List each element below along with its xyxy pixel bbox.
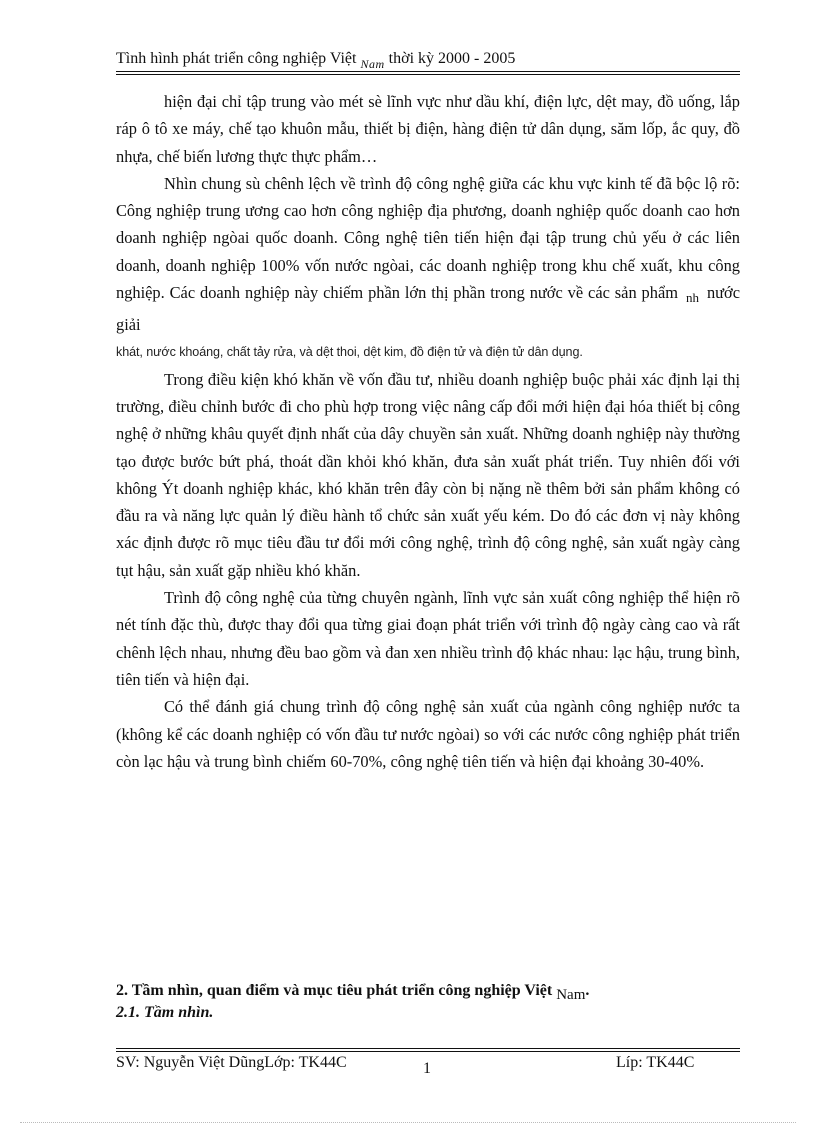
- section-heading-2: [116, 982, 589, 1004]
- paragraph-2-small-line: khát, nước khoáng, chất tảy rửa, và dệt thoi, dệt kim, đồ điện tử và điện tử dân dụng.: [116, 344, 583, 359]
- footer-rule-bottom: [116, 1051, 740, 1052]
- paragraph-2-main: Nhìn chung sù chênh lệch về trình độ công nghệ giữa các khu vực kinh tế đã bộc lộ rõ: Công nghiệp trung ương cao hơn công nghiệp địa phương, doanh nghiệp quốc doanh cao hơn doanh nghiệp ngòai quốc doanh. Công nghệ tiên tiến hiện đại tập trung chủ yếu ở các liên doanh, doanh nghiệp 100% vốn nước ngòai, các doanh nghiệp trong khu chế xuất, khu công nghiệp. Các doanh nghiệp này chiếm phần lớn thị phần trong nước về các sản phẩm: [116, 173, 740, 303]
- header-title-nam: Nam: [360, 57, 385, 71]
- paragraph-2-nh: nh: [685, 290, 699, 306]
- section-heading-2-1: 2.1. Tầm nhìn.: [116, 1004, 214, 1021]
- paragraph-3: Trong điều kiện khó khăn về vốn đầu tư, nhiều doanh nghiệp buộc phải xác định lại thị trường, điều chỉnh bước đi cho phù hợp trong việc nâng cấp đổi mới hiện đại hóa thiết bị công nghệ ở những khâu quyết định nhất của dây chuyền sản xuất. Những doanh nghiệp này thường tạo được bước bứt phá, thoát dần khỏi khó khăn, đưa sản xuất phát triển. Tuy nhiên đối với không Ýt doanh nghiệp khác, khó khăn trên đây còn bị nặng nề thêm bởi sản phẩm không có đầu ra và năng lực quản lý điều hành tổ chức sản xuất yếu kém. Do đó các đơn vị này không xác định được rõ mục tiêu đầu tư đổi mới công nghệ, trình độ công nghệ, sản xuất ngày càng tụt hậu, sản xuất gặp nhiều khó khăn.: [116, 369, 740, 580]
- footer-rule-top: [116, 1048, 740, 1049]
- paragraph-2: [116, 170, 740, 366]
- document-body: [116, 88, 740, 775]
- paragraph-4: Trình độ công nghệ của từng chuyên ngành, lĩnh vực sản xuất công nghiệp thể hiện rõ nét tính đặc thù, được thay đổi qua từng giai đoạn phát triển với trình độ ngày càng cao và rất chênh lệch nhau, nhưng đều bao gồm và đan xen nhiều trình độ khác nhau: lạc hậu, trung bình, tiên tiến và hiện đại.: [116, 588, 740, 689]
- footer-right: Líp: TK44C: [616, 1054, 695, 1071]
- section-heading-2-dot: .: [585, 982, 590, 999]
- section-heading-2-main: 2. Tầm nhìn, quan điểm và mục tiêu phát triển công nghiệp Việt: [116, 982, 557, 999]
- paragraph-2-tail: nước giải: [116, 283, 740, 335]
- paragraph-5: Có thể đánh giá chung trình độ công nghệ sản xuất của ngành công nghiệp nước ta (không kể các doanh nghiệp có vốn đầu tư nước ngòai) so với các nước công nghiệp phát triển còn lạc hậu và trung bình chiếm 60-70%, công nghệ tiên tiến và hiện đại khoảng 30-40%.: [116, 697, 740, 771]
- header-rule-top: [116, 71, 740, 72]
- footer-page-number: 1: [423, 1060, 431, 1077]
- header-title-part2: thời kỳ 2000 - 2005: [384, 50, 516, 67]
- header-title-part1: Tình hình phát triển công nghiệp Việt: [116, 50, 361, 67]
- header-rule-bottom: [116, 74, 740, 75]
- section-heading-2-sub: Nam: [556, 987, 586, 1003]
- footer-left: SV: Nguyễn Việt DũngLớp: TK44C: [116, 1054, 347, 1071]
- paragraph-1: hiện đại chỉ tập trung vào mét sè lĩnh vực như dầu khí, điện lực, dệt may, đồ uống, lắp ráp ô tô xe máy, chế tạo khuôn mẫu, thiết bị điện, hàng điện tử dân dụng, săm lốp, ắc quy, đồ nhựa, chế biến lương thực thực phẩm…: [116, 92, 740, 166]
